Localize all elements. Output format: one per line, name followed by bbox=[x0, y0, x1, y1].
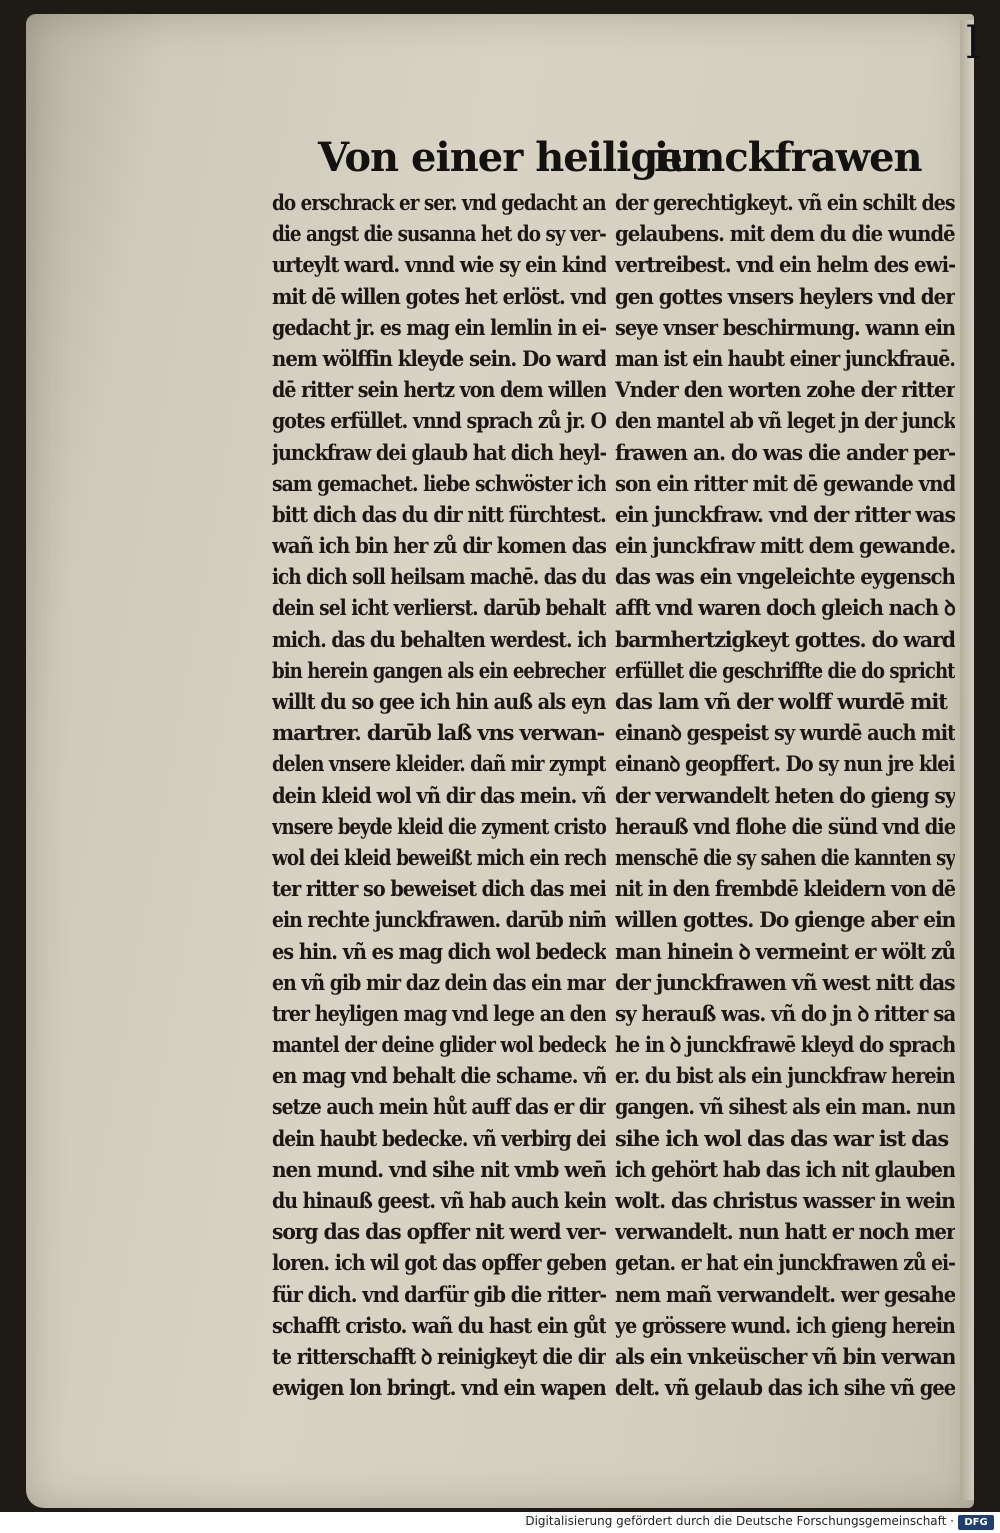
text-line: man ist ein haubt einer junckfrauē. bbox=[615, 345, 955, 371]
running-header-left: Von einer heiligen bbox=[318, 134, 710, 181]
dfg-logo-icon: DFG bbox=[958, 1515, 994, 1530]
text-line: dein kleid wol vñ dir das mein. vñ bbox=[272, 782, 606, 808]
text-line: mich. das du behalten werdest. ich bbox=[272, 626, 606, 652]
text-line: wolt. das christus wasser in wein bbox=[615, 1188, 955, 1213]
text-line: martrer. darūb laß vns verwan- bbox=[272, 720, 605, 746]
text-line: trer heyligen mag vnd lege an den bbox=[272, 1000, 606, 1026]
text-line: bin herein gangen als ein eebrecher bbox=[272, 657, 606, 683]
text-line: wol dei kleid beweißt mich ein rech bbox=[272, 844, 606, 870]
text-line: vertreibest. vnd ein helm des ewi- bbox=[615, 252, 955, 278]
text-line: einanꝺ geopffert. Do sy nun jre klei bbox=[615, 751, 955, 777]
text-line: es hin. vñ es mag dich wol bedeck bbox=[272, 938, 606, 964]
text-line: afft vnd waren doch gleich nach ꝺ bbox=[615, 595, 955, 621]
running-header-right: iunckfrawen bbox=[654, 134, 922, 181]
text-line: delen vnsere kleider. dañ mir zympt bbox=[272, 751, 606, 777]
text-line: man hinein ꝺ vermeint er wölt zů bbox=[615, 938, 955, 964]
text-line: gedacht jr. es mag ein lemlin in ei- bbox=[272, 314, 606, 340]
text-line: herauß vnd flohe die sünd vnd die bbox=[615, 813, 955, 839]
folio-mark: l bbox=[966, 18, 981, 69]
text-line: ewigen lon bringt. vnd ein wapen bbox=[272, 1375, 606, 1401]
text-line: en vñ gib mir daz dein das ein mar bbox=[272, 969, 606, 995]
text-line: vnsere beyde kleid die zyment cristo bbox=[272, 813, 606, 839]
text-line: als ein vnkeüscher vñ bin verwan bbox=[615, 1343, 955, 1369]
text-line: nem wölffin kleyde sein. Do ward bbox=[272, 345, 606, 371]
text-line: verwandelt. nun hatt er noch mer bbox=[615, 1219, 955, 1245]
text-line: er. du bist als ein junckfraw herein bbox=[615, 1063, 955, 1089]
text-line: das lam vñ der wolff wurdē mit bbox=[615, 689, 947, 714]
text-line: willt du so gee ich hin auß als eyn bbox=[272, 689, 606, 714]
text-line: ein junckfraw. vnd der ritter was bbox=[615, 501, 955, 527]
text-line: sorg das das opffer nit werd ver- bbox=[272, 1219, 606, 1245]
text-line: der verwandelt heten do gieng sy bbox=[615, 782, 955, 808]
text-line: son ein ritter mit dē gewande vnd bbox=[615, 470, 955, 496]
text-line: erfüllet die geschriffte die do spricht bbox=[615, 657, 955, 683]
text-line: ich dich soll heilsam machē. das du bbox=[272, 564, 606, 590]
text-line: schafft cristo. wañ du hast ein gůt bbox=[272, 1312, 606, 1338]
text-line: getan. er hat ein junckfrawen zů ei- bbox=[615, 1250, 955, 1276]
text-line: willen gottes. Do gienge aber ein bbox=[615, 907, 955, 933]
text-line: mantel der deine glider wol bedeck bbox=[272, 1032, 606, 1058]
text-line: menschē die sy sahen die kannten sy bbox=[615, 844, 955, 870]
text-line: der gerechtigkeyt. vñ ein schilt des bbox=[615, 190, 955, 215]
text-line: gen gottes vnsers heylers vnd der bbox=[615, 283, 955, 309]
text-line: ye grössere wund. ich gieng herein bbox=[615, 1312, 955, 1338]
text-line: gelaubens. mit dem du die wundē bbox=[615, 221, 955, 247]
text-line: den mantel ab vñ leget jn der junck bbox=[615, 408, 955, 434]
text-line: en mag vnd behalt die schame. vñ bbox=[272, 1063, 606, 1089]
text-line: sihe ich wol das das war ist das bbox=[615, 1125, 949, 1151]
text-line: barmhertzigkeyt gottes. do ward bbox=[615, 626, 955, 652]
text-line: nem mañ verwandelt. wer gesahe bbox=[615, 1281, 955, 1307]
footer-credit: Digitalisierung gefördert durch die Deutsche Forschungsgemeinschaft · bbox=[525, 1514, 954, 1528]
text-line: mit dē willen gotes het erlöst. vnd bbox=[272, 283, 606, 309]
text-line: dē ritter sein hertz von dem willen bbox=[272, 377, 606, 403]
text-line: loren. ich wil got das opffer geben bbox=[272, 1250, 606, 1276]
text-line: für dich. vnd darfür gib die ritter- bbox=[272, 1281, 606, 1307]
page-edge bbox=[960, 20, 974, 1500]
text-line: ter ritter so beweiset dich das mei bbox=[272, 876, 606, 902]
text-line: du hinauß geest. vñ hab auch kein bbox=[272, 1188, 606, 1213]
text-column-left bbox=[272, 187, 606, 1403]
text-line: he in ꝺ junckfrawē kleyd do sprach bbox=[615, 1032, 955, 1058]
text-column-right bbox=[615, 187, 955, 1403]
text-line: urteylt ward. vnnd wie sy ein kind bbox=[272, 252, 606, 278]
text-line: wañ ich bin her zů dir komen das bbox=[272, 533, 606, 559]
text-line: gangen. vñ sihest als ein man. nun bbox=[615, 1094, 955, 1120]
text-line: der junckfrawen vñ west nitt das bbox=[615, 969, 955, 995]
text-line: frawen an. do was die ander per- bbox=[615, 439, 955, 465]
text-line: dein haubt bedecke. vñ verbirg dei bbox=[272, 1125, 606, 1151]
text-line: ein junckfraw mitt dem gewande. bbox=[615, 533, 955, 559]
text-line: do erschrack er ser. vnd gedacht an bbox=[272, 190, 606, 215]
text-line: bitt dich das du dir nitt fürchtest. bbox=[272, 501, 606, 527]
text-line: ich gehört hab das ich nit glauben bbox=[615, 1156, 955, 1182]
text-line: nen mund. vnd sihe nit vmb wen̄ bbox=[272, 1156, 606, 1182]
text-line: junckfraw dei glaub hat dich heyl- bbox=[272, 439, 606, 465]
text-line: dein sel icht verlierst. darūb behalt bbox=[272, 595, 606, 621]
text-line: einanꝺ gespeist sy wurdē auch mit bbox=[615, 720, 955, 746]
text-line: die angst die susanna het do sy ver- bbox=[272, 221, 606, 247]
text-line: setze auch mein hůt auff das er dir bbox=[272, 1094, 606, 1120]
text-line: ein rechte junckfrawen. darūb nim̄ bbox=[272, 907, 606, 933]
text-line: Vnder den worten zohe der ritter bbox=[615, 377, 955, 403]
text-line: gotes erfüllet. vnnd sprach zů jr. O bbox=[272, 408, 606, 434]
text-line: sy herauß was. vñ do jn ꝺ ritter sa bbox=[615, 1000, 955, 1026]
text-line: das was ein vngeleichte eygensch bbox=[615, 564, 955, 590]
text-line: nit in den frembdē kleidern von dē bbox=[615, 876, 955, 902]
text-line: sam gemachet. liebe schwöster ich bbox=[272, 470, 606, 496]
text-line: seye vnser beschirmung. wann ein bbox=[615, 314, 955, 340]
text-line: te ritterschafft ꝺ reinigkeyt die dir bbox=[272, 1343, 606, 1369]
text-line: delt. vñ gelaub das ich sihe vñ gee bbox=[615, 1375, 955, 1401]
footer-bar bbox=[0, 1512, 1000, 1533]
